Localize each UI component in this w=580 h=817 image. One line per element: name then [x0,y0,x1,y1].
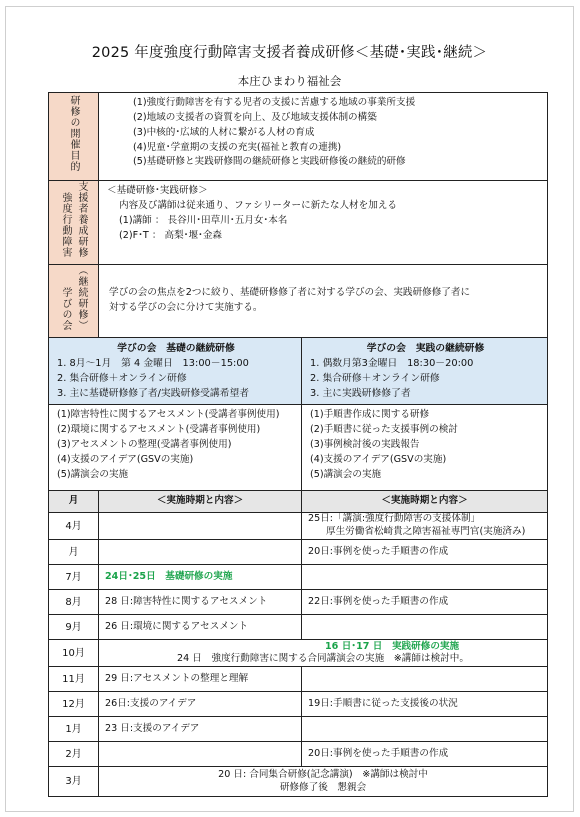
schedule-left: 26日:支援のアイデア [99,692,302,717]
learning-line: 対する学びの会に分けて実施する。 [109,301,263,313]
schedule-left [99,742,302,767]
joint-training-note: 20 日: 合同集合研修(記念講演) ※講師は検討中 [218,768,428,780]
month-cell: 4月 [49,513,99,540]
schedule-right [302,615,548,640]
schedule-left: 26 日:環境に関するアセスメント [99,615,302,640]
training-line: (2)F･T ： 高梨･堰･金森 [119,229,223,241]
month-cell: 11月 [49,667,99,692]
basic-topic: (4)支援のアイデア(GSVの実施) [57,453,194,465]
schedule-header-right: ＜実施時期と内容＞ [302,491,548,513]
schedule-right [302,513,548,540]
october-cell [99,640,548,667]
month-cell: 9月 [49,615,99,640]
learning-label-cell [49,264,99,337]
schedule-right [302,717,548,742]
month-cell: 12月 [49,692,99,717]
schedule-left: 28 日:障害特性に関するアセスメント [99,590,302,615]
month-cell: 8月 [49,590,99,615]
schedule-right: 19日:手順書に従った支援後の状況 [302,692,548,717]
page-title: 2025 年度強度行動障害支援者養成研修＜基礎･実践･継続＞ [91,45,488,61]
purpose-item: (2)地域の支援者の資質を向上、及び地域支援体制の構築 [133,111,377,123]
purpose-item: (3)中核的･広域的人材に繋がる人材の育成 [133,126,315,138]
organization-name: 本庄ひまわり福祉会 [237,74,342,88]
purpose-content [99,93,548,181]
practice-training-dates: 16 日･17 日 実践研修の実施 [325,640,460,652]
month-cell: 2月 [49,742,99,767]
practice-topic: (2)手順書に従った支援事例の検討 [310,424,458,436]
month-cell: 7月 [49,565,99,590]
reception-note: 研修修了後 懇親会 [279,781,367,793]
training-line: 内容及び講師は従来通り、ファシリーターに新たな人材を加える [119,199,398,211]
basic-line: 3. 主に基礎研修修了者/実践研修受講希望者 [57,388,250,400]
practice-continuing-box [302,337,548,405]
purpose-item: (4)児童･学童期の支援の充実(福祉と教育の連携) [133,141,342,153]
training-label-cell [49,181,99,265]
learning-label-b: （継続研修） [76,264,88,331]
month-cell: 1月 [49,717,99,742]
schedule-header-month: 月 [49,491,99,513]
learning-line: 学びの会の焦点を2つに絞り、基礎研修修了者に対する学びの会、実践研修修了者に [109,286,471,298]
practice-line: 2. 集合研修＋オンライン研修 [310,373,440,385]
practice-topics [302,405,548,491]
learning-label-a: 学びの会 [59,286,71,331]
basic-line: 2. 集合研修＋オンライン研修 [57,373,187,385]
basic-topic: (2)環境に関するアセスメント(受講者事例使用) [57,424,261,436]
schedule-right: 20日:事例を使った手順書の作成 [302,742,548,767]
month-cell: 3月 [49,767,99,797]
purpose-item: (5)基礎研修と実践研修間の継続研修と実践研修後の継続的研修 [133,156,406,168]
joint-lecture-note: 24 日 強度行動障害に関する合同講演会の実施 ※講師は検討中。 [177,653,469,665]
march-cell [99,767,548,797]
practice-topic: (4)支援のアイデア(GSVの実施) [310,453,447,465]
practice-topic: (3)事例検討後の実践報告 [310,439,420,451]
document-page [5,6,574,812]
schedule-header-left: ＜実施時期と内容＞ [99,491,302,513]
training-heading: ＜基礎研修･実践研修＞ [107,185,208,196]
schedule-left [99,513,302,540]
practice-line: 3. 主に実践研修修了者 [310,388,411,400]
schedule-right-line: 厚生労働省松崎貴之障害福祉専門官(実施済み) [326,526,526,538]
basic-topic: (1)障害特性に関するアセスメント(受講者事例使用) [57,409,280,421]
schedule-left: 29 日:アセスメントの整理と理解 [99,667,302,692]
basic-continuing-box [49,337,302,405]
schedule-right [302,667,548,692]
schedule-left [99,540,302,565]
purpose-label: 研修の開催目的 [68,95,79,173]
basic-topics [49,405,302,491]
purpose-item: (1)強度行動障害を有する児者の支援に苦慮する地域の事業所支援 [133,97,416,108]
schedule-right-line: 25日:「講演:強度行動障害の支援体制」 [308,513,481,525]
schedule-left: 24日･25日 基礎研修の実施 [99,565,302,590]
training-label-a: 強度行動障害 [59,192,71,258]
practice-topic: (1)手順書作成に関する研修 [310,409,430,421]
practice-topic: (5)講演会の実施 [310,468,382,480]
program-table [48,92,548,797]
practice-title: 学びの会 実践の継続研修 [366,342,485,354]
schedule-left: 23 日:支援のアイデア [99,717,302,742]
basic-line: 1. 8月～1月 第 4 金曜日 13:00－15:00 [57,357,249,369]
training-line: (1)講師 ： 長谷川･田草川･五月女･本名 [119,214,288,226]
training-label-b: 支援者養成研修 [76,181,88,258]
practice-line: 1. 偶数月第3金曜日 18:30－20:00 [310,357,474,369]
basic-topic: (3)アセスメントの整理(受講者事例使用) [57,439,232,451]
learning-content [99,264,548,337]
basic-title: 学びの会 基礎の継続研修 [117,342,235,354]
purpose-label-cell [49,93,99,181]
month-cell: 月 [49,540,99,565]
month-cell: 10月 [49,640,99,667]
schedule-right: 20日:事例を使った手順書の作成 [302,540,548,565]
schedule-right [302,565,548,590]
schedule-right: 22日:事例を使った手順書の作成 [302,590,548,615]
basic-topic: (5)講演会の実施 [57,468,129,480]
training-content [99,181,548,265]
